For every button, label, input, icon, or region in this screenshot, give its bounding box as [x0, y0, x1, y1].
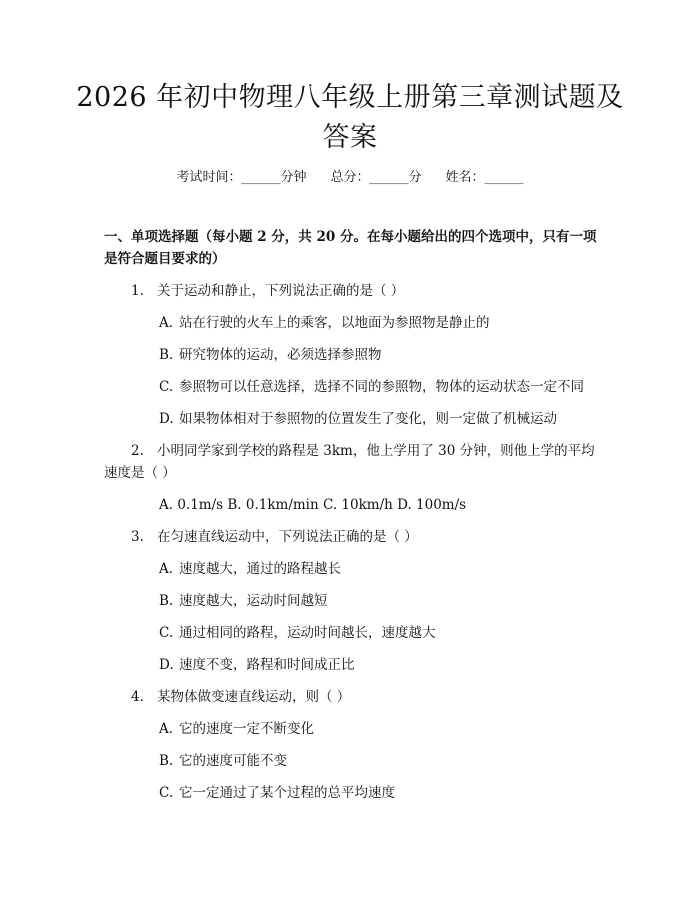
option-letter: B. [159, 753, 174, 769]
option-letter: D. [159, 411, 174, 427]
option-text: 如果物体相对于参照物的位置发生了变化，则一定做了机械运动 [179, 411, 557, 427]
option-b [159, 590, 599, 612]
option-text: 速度越大，运动时间越短 [179, 593, 328, 609]
option-a [159, 558, 599, 580]
option-letter: C. [159, 625, 174, 641]
option-letter: C. [159, 785, 174, 801]
title-line-2: 答案 [322, 122, 378, 153]
question-1 [131, 280, 595, 302]
option-d [159, 654, 599, 676]
option-a [159, 312, 599, 334]
option-c [159, 782, 599, 804]
question-2-options: A. 0.1m/s B. 0.1km/min C. 10km/h D. 100m/s [159, 497, 467, 513]
exam-time-label: 考试时间：______分钟 [176, 170, 307, 185]
option-text: 它一定通过了某个过程的总平均速度 [179, 785, 395, 801]
option-text: 通过相同的路程，运动时间越长，速度越大 [179, 625, 436, 641]
question-4 [131, 686, 595, 708]
question-2 [131, 440, 595, 462]
section-heading: 一、单项选择题（每小题 2 分，共 20 分。在每小题给出的四个选项中，只有一项是符合题目要求的） [104, 229, 597, 267]
option-text: 站在行驶的火车上的乘客，以地面为参照物是静止的 [179, 315, 490, 331]
option-text: 速度越大，通过的路程越长 [179, 561, 341, 577]
option-letter: B. [159, 347, 174, 363]
option-letter: A. [159, 721, 174, 737]
question-number: 2. [131, 443, 144, 459]
option-letter: A. [159, 561, 174, 577]
option-text: 它的速度一定不断变化 [179, 721, 314, 737]
option-text: 速度不变，路程和时间成正比 [179, 657, 355, 673]
exam-meta-line [100, 168, 600, 188]
option-text: 研究物体的运动，必须选择参照物 [179, 347, 382, 363]
question-stem: 小明同学家到学校的路程是 3km，他上学用了 30 分钟，则他上学的平均 [157, 443, 595, 459]
student-name-label: 姓名：______ [445, 170, 524, 185]
option-text: 参照物可以任意选择，选择不同的参照物，物体的运动状态一定不同 [179, 379, 584, 395]
question-number: 3. [131, 529, 144, 545]
page-title [70, 78, 630, 158]
option-d [159, 408, 599, 430]
option-text: 它的速度可能不变 [179, 753, 287, 769]
option-b [159, 750, 599, 772]
option-letter: A. [159, 315, 174, 331]
question-stem: 某物体做变速直线运动，则（ ） [157, 689, 351, 705]
option-c [159, 376, 599, 398]
question-number: 4. [131, 689, 144, 705]
question-number: 1. [131, 283, 144, 299]
question-stem: 在匀速直线运动中，下列说法正确的是（ ） [157, 529, 418, 545]
question-3 [131, 526, 595, 548]
option-c [159, 622, 599, 644]
option-letter: D. [159, 657, 174, 673]
total-score-label: 总分：______分 [330, 170, 422, 185]
title-line-1: 2026 年初中物理八年级上册第三章测试题及 [76, 82, 624, 113]
option-letter: B. [159, 593, 174, 609]
question-stem: 关于运动和静止，下列说法正确的是（ ） [157, 283, 405, 299]
option-letter: C. [159, 379, 174, 395]
option-a [159, 718, 599, 740]
question-2-stem-continued: 速度是（ ） [104, 465, 176, 481]
option-b [159, 344, 599, 366]
